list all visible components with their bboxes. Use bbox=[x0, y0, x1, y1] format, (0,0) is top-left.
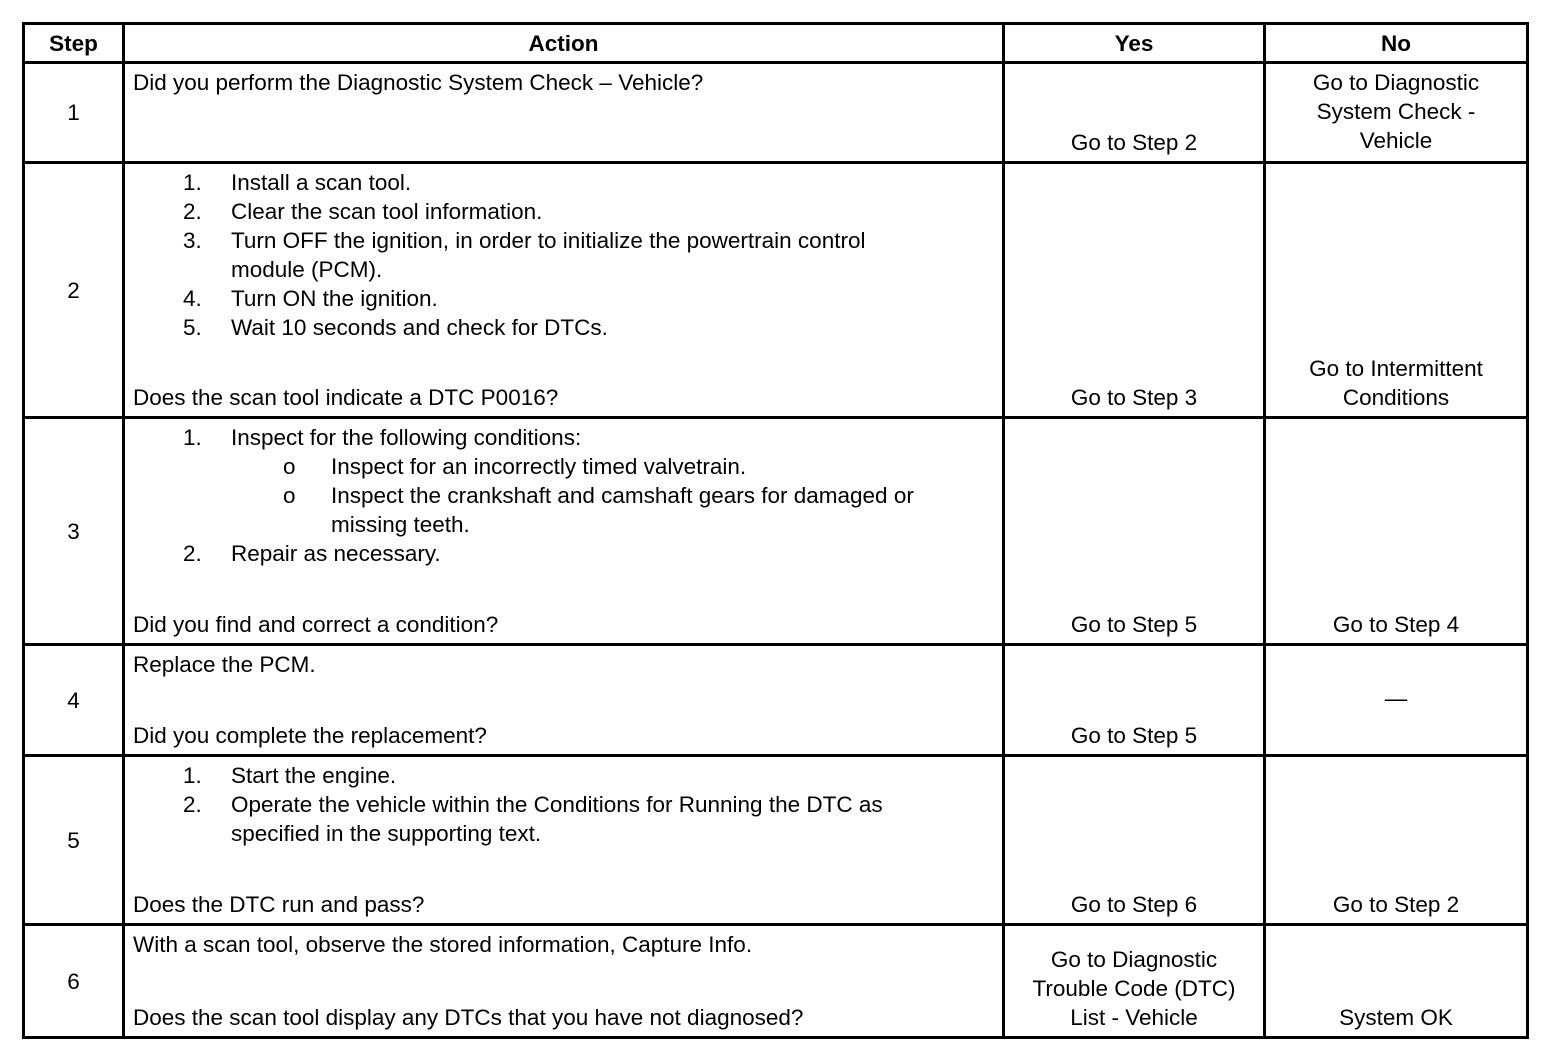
table-row bbox=[24, 925, 1528, 1038]
list-item: 1. Install a scan tool. bbox=[183, 170, 412, 195]
action-cell bbox=[124, 756, 1004, 925]
table-row bbox=[24, 756, 1528, 925]
header-yes: Yes bbox=[1004, 24, 1265, 63]
step-number: 2 bbox=[24, 163, 124, 418]
yes-cell: Go to Step 5 bbox=[1004, 645, 1265, 756]
list-item: 4. Turn ON the ignition. bbox=[183, 286, 438, 311]
no-cell: Go to Step 4 bbox=[1265, 418, 1528, 645]
diagnostic-table bbox=[22, 22, 1529, 1039]
table-row bbox=[24, 63, 1528, 163]
list-item: 2. Operate the vehicle within the Conditions for Running the DTC as specified in the supporting text. bbox=[183, 792, 883, 846]
question-text: Did you find and correct a condition? bbox=[133, 612, 499, 637]
table-row bbox=[24, 645, 1528, 756]
list-item: 1. Inspect for the following conditions: bbox=[183, 425, 582, 450]
action-cell bbox=[124, 418, 1004, 645]
action-cell bbox=[124, 645, 1004, 756]
list-item: 3. Turn OFF the ignition, in order to initialize the powertrain control module (PCM). bbox=[183, 228, 866, 282]
step-number: 4 bbox=[24, 645, 124, 756]
step-list bbox=[133, 423, 994, 568]
yes-cell: Go to Step 5 bbox=[1004, 418, 1265, 645]
no-cell bbox=[1265, 163, 1528, 418]
action-text: Did you perform the Diagnostic System Check – Vehicle? bbox=[133, 70, 704, 95]
yes-cell: Go to Step 3 bbox=[1004, 163, 1265, 418]
no-text: Go to Intermittent Conditions bbox=[1309, 356, 1483, 410]
table-row bbox=[24, 163, 1528, 418]
step-number: 3 bbox=[24, 418, 124, 645]
yes-cell: Go to Step 2 bbox=[1004, 63, 1265, 163]
action-text: Replace the PCM. bbox=[133, 652, 316, 677]
action-cell bbox=[124, 163, 1004, 418]
step-list bbox=[133, 761, 994, 848]
step-number: 5 bbox=[24, 756, 124, 925]
list-item: 1. Start the engine. bbox=[183, 763, 397, 788]
header-no: No bbox=[1265, 24, 1528, 63]
list-item: 2. Clear the scan tool information. bbox=[183, 199, 543, 224]
yes-cell: Go to Step 6 bbox=[1004, 756, 1265, 925]
question-text: Does the scan tool indicate a DTC P0016? bbox=[133, 385, 559, 410]
no-text: Go to Diagnostic System Check - Vehicle bbox=[1312, 70, 1480, 153]
list-item: 5. Wait 10 seconds and check for DTCs. bbox=[183, 315, 608, 340]
header-row bbox=[24, 24, 1528, 63]
sub-list-item: o Inspect the crankshaft and camshaft gears for damaged or missing teeth. bbox=[283, 483, 914, 537]
step-list bbox=[133, 168, 994, 342]
yes-text: Go to Diagnostic Trouble Code (DTC) List - Vehicle bbox=[1032, 947, 1236, 1030]
question-text: Did you complete the replacement? bbox=[133, 723, 487, 748]
header-step: Step bbox=[24, 24, 124, 63]
action-cell bbox=[124, 925, 1004, 1038]
list-item: 2. Repair as necessary. bbox=[183, 541, 441, 566]
table-row bbox=[24, 418, 1528, 645]
action-text: With a scan tool, observe the stored information, Capture Info. bbox=[133, 932, 753, 957]
header-action: Action bbox=[124, 24, 1004, 63]
step-number: 1 bbox=[24, 63, 124, 163]
step-number: 6 bbox=[24, 925, 124, 1038]
action-cell bbox=[124, 63, 1004, 163]
no-cell bbox=[1265, 63, 1528, 163]
yes-cell bbox=[1004, 925, 1265, 1038]
question-text: Does the DTC run and pass? bbox=[133, 892, 425, 917]
question-text: Does the scan tool display any DTCs that you have not diagnosed? bbox=[133, 1005, 804, 1030]
no-cell: Go to Step 2 bbox=[1265, 756, 1528, 925]
no-cell: System OK bbox=[1265, 925, 1528, 1038]
no-cell: — bbox=[1265, 645, 1528, 756]
sub-list-item: o Inspect for an incorrectly timed valvetrain. bbox=[283, 454, 747, 479]
